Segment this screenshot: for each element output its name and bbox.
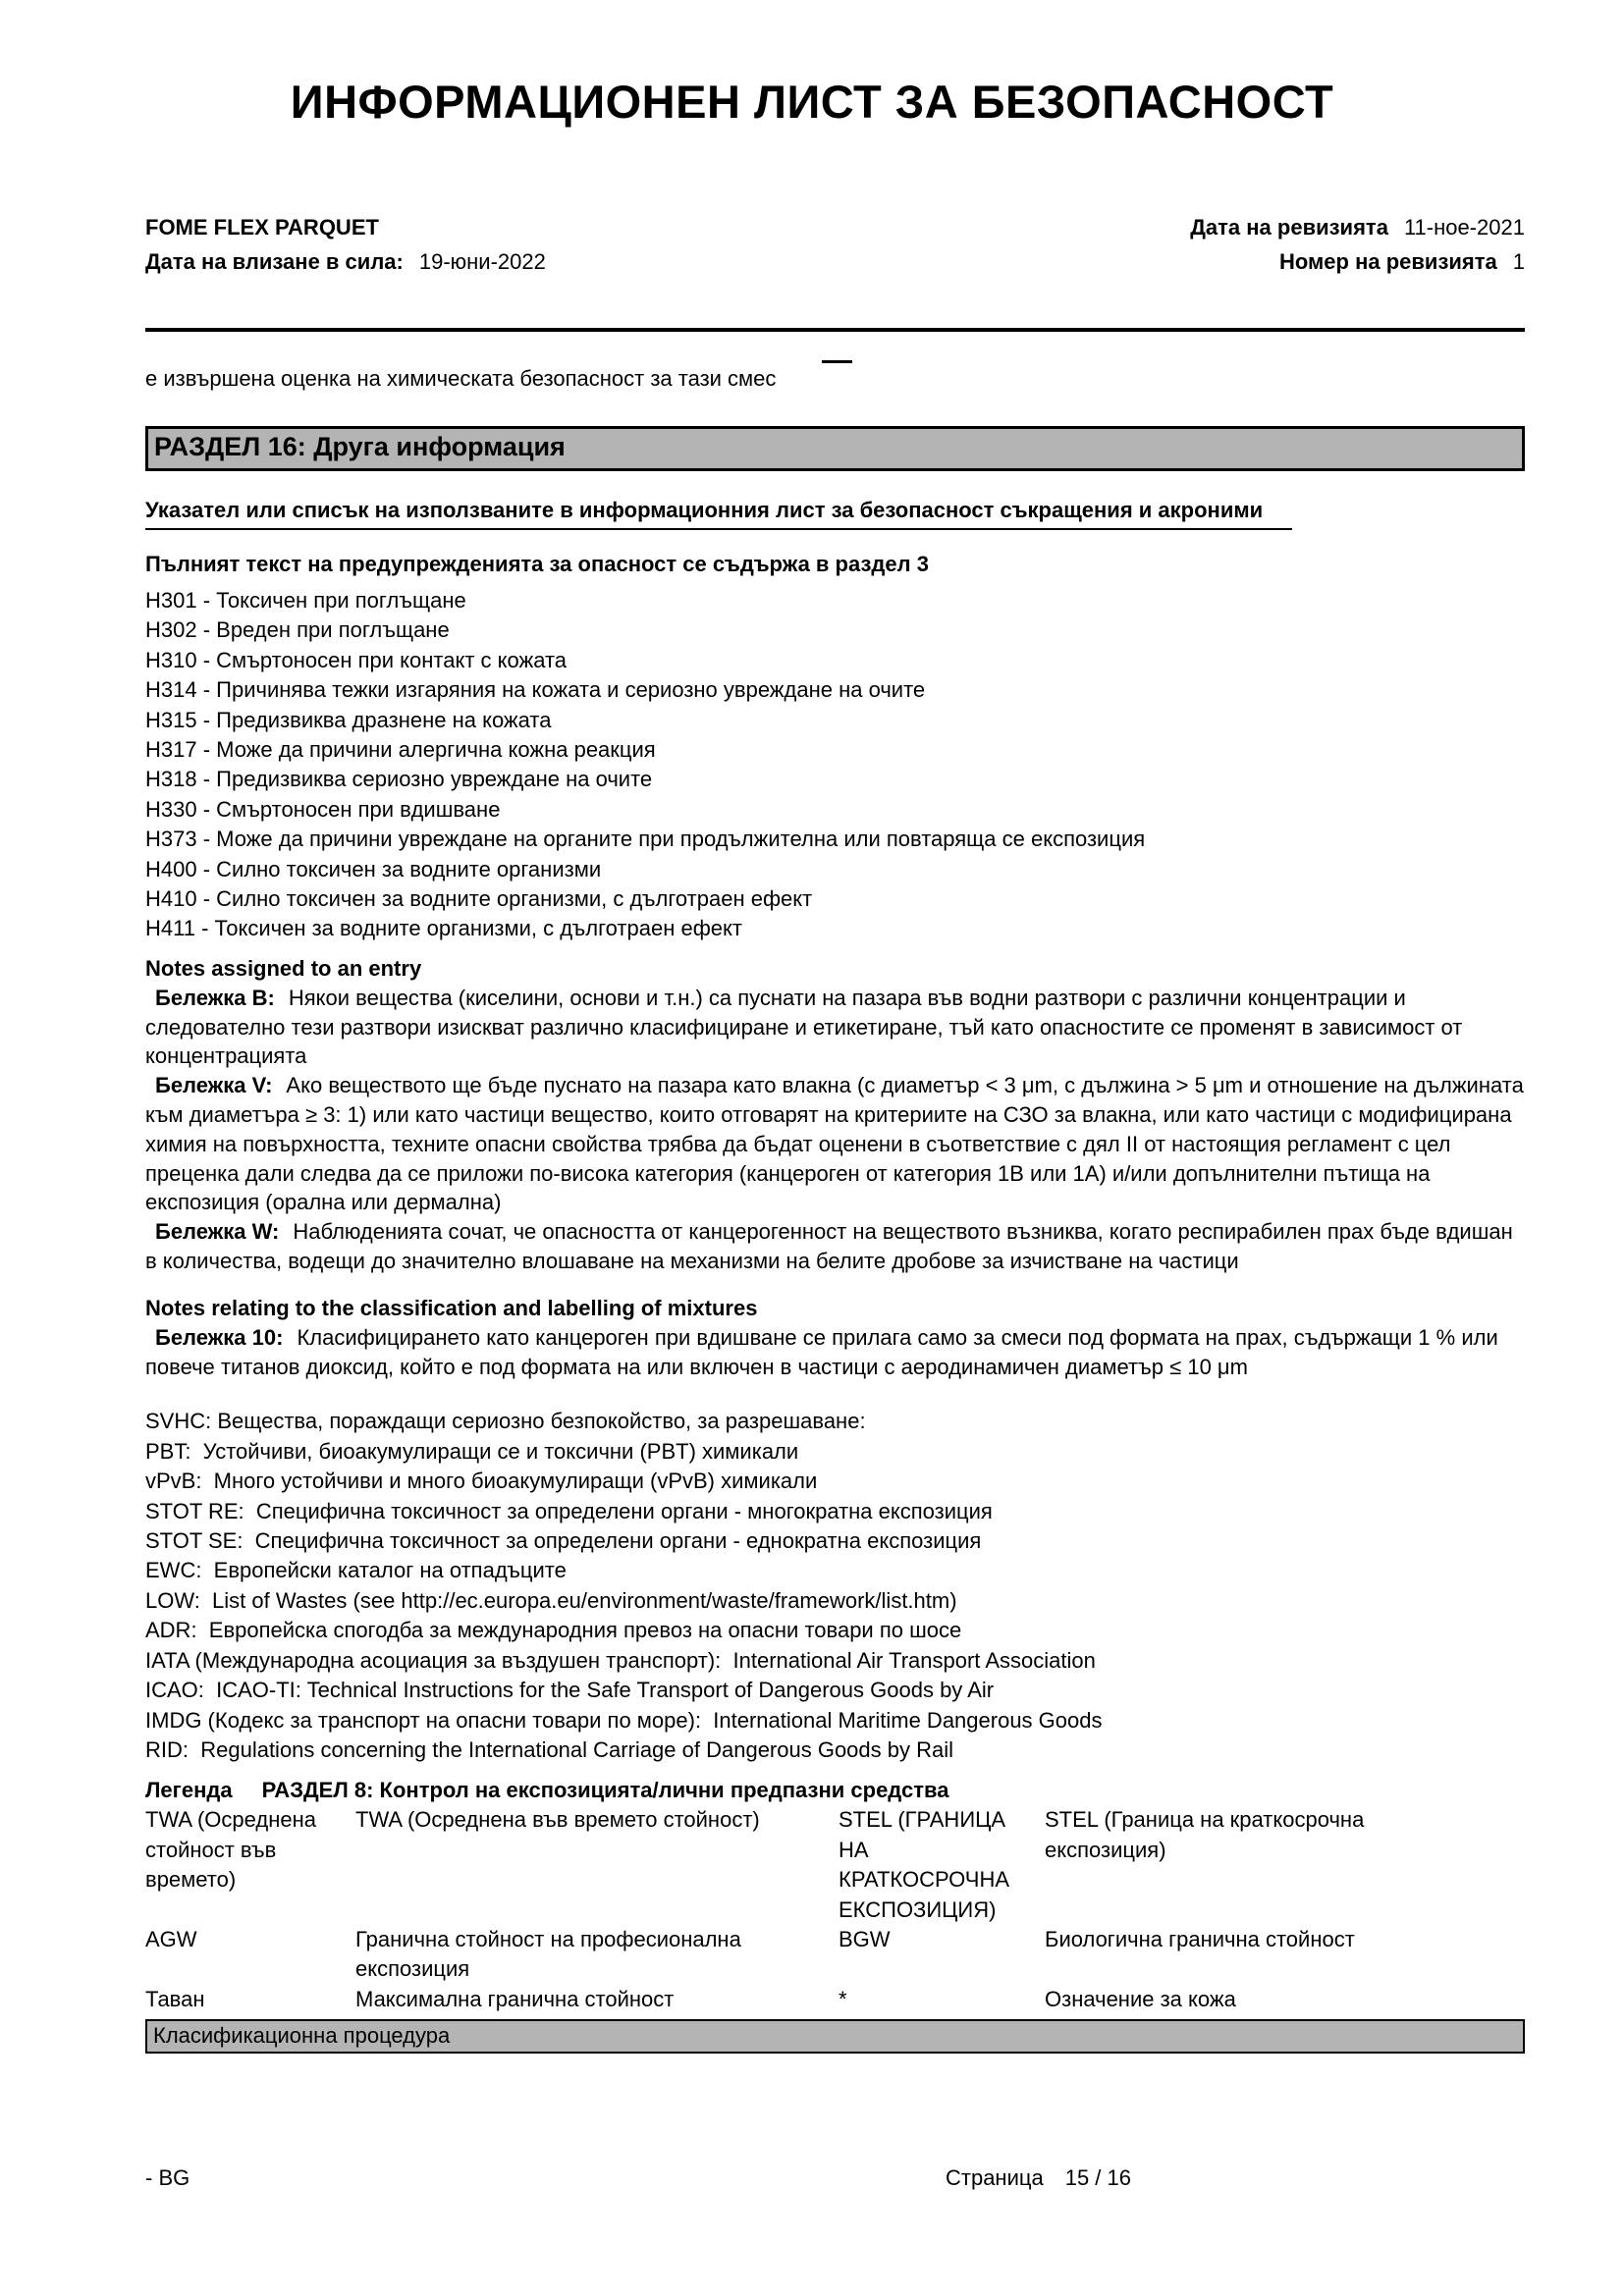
- legend-cell: TWA (Осреднена стойност във времето): [145, 1807, 316, 1893]
- legend-cell: *: [839, 1986, 847, 2011]
- abbrev-index-heading-wrap: [145, 496, 1525, 530]
- hazard-statement: H302 - Вреден при поглъщане: [145, 617, 450, 643]
- hazard-statement: H317 - Може да причини алергична кожна реакция: [145, 737, 656, 763]
- horizontal-rule: [145, 328, 1525, 332]
- abbreviation-list: [145, 1407, 1525, 1765]
- footer-page: [946, 2165, 1131, 2191]
- hazard-full-text-heading: Пълният текст на предупрежденията за опасност се съдържа в раздел 3: [145, 552, 929, 576]
- hazard-statement: H330 - Смъртоносен при вдишване: [145, 796, 501, 822]
- revision-number: [1279, 244, 1525, 279]
- product-name: FOME FLEX PARQUET: [145, 215, 379, 240]
- note-w-label: Бележка W:: [155, 1219, 280, 1245]
- effective-date-value: 19-юни-2022: [418, 249, 546, 274]
- note-w: [145, 1217, 1525, 1276]
- note-w-text: Наблюденията сочат, че опасността от канцерогенност на веществото възниква, когато респирабилен прах бъде вдишан в количества, водещи до значително влошаване на механизми на белите дробове за изчистване на частици: [145, 1219, 1513, 1274]
- effective-date-label: Дата на влизане в сила:: [145, 249, 404, 274]
- abbreviation-line: STOT RE: Специфична токсичност за определени органи - многократна експозиция: [145, 1498, 993, 1523]
- effective-date: [145, 244, 546, 279]
- abbreviation-line: IATA (Международна асоциация за въздушен транспорт): International Air Transport Association: [145, 1647, 1096, 1673]
- note-10: [145, 1323, 1525, 1382]
- legend-cell: Биологична гранична стойност: [1045, 1926, 1355, 1951]
- abbreviation-line: vPvB: Много устойчиви и много биоакумулиращи (vPvB) химикали: [145, 1468, 818, 1494]
- footer-page-label: Страница: [946, 2165, 1044, 2190]
- abbreviation-line: RID: Regulations concerning the International Carriage of Dangerous Goods by Rail: [145, 1736, 954, 1762]
- page-title: ИНФОРМАЦИОНЕН ЛИСТ ЗА БЕЗОПАСНОСТ: [290, 76, 1334, 128]
- abbreviation-line: EWC: Европейски каталог на отпадъците: [145, 1558, 567, 1583]
- header-row-1: [145, 210, 1525, 244]
- abbreviation-line: ADR: Европейска спогодба за международния превоз на опасни товари по шосе: [145, 1618, 962, 1643]
- abbreviation-line: STOT SE: Специфична токсичност за определени органи - еднократна експозиция: [145, 1528, 982, 1554]
- note-v-label: Бележка V:: [155, 1073, 273, 1098]
- footer-page-number: 15 / 16: [1064, 2165, 1131, 2190]
- hazard-statement: H411 - Токсичен за водните организми, с дълготраен ефект: [145, 916, 742, 941]
- abbrev-index-heading: Указател или списък на използваните в информационния лист за безопасност съкращения и акроними: [145, 496, 1292, 530]
- legend-cell: STEL (Граница на краткосрочна експозиция): [1045, 1807, 1365, 1862]
- hazard-statement: H318 - Предизвиква сериозно увреждане на очите: [145, 767, 653, 792]
- hazard-statement: H410 - Силно токсичен за водните организми, с дълготраен ефект: [145, 886, 813, 912]
- note-v: [145, 1071, 1525, 1217]
- legend-label: Легенда: [145, 1778, 233, 1803]
- hazard-statement: H400 - Силно токсичен за водните организми: [145, 856, 602, 881]
- note-b-label: Бележка B:: [155, 985, 275, 1010]
- note-10-text: Класифицирането като канцероген при вдишване се прилага само за смеси под формата на прах, съдържащи 1 % или повече титанов диоксид, който е под формата на или включен в частици с аеродинамичен диаметър ≤ 10 μm: [145, 1324, 1498, 1379]
- legend-cell: AGW: [145, 1926, 197, 1951]
- note-b: [145, 984, 1525, 1071]
- revision-date: [1190, 210, 1525, 244]
- abbreviation-line: IMDG (Кодекс за транспорт на опасни товари по море): International Maritime Dangerous Goods: [145, 1707, 1103, 1733]
- note-v-text: Ако веществото ще бъде пуснато на пазара като влакна (с диаметър < 3 μm, с дължина > 5 μm и отношение на дължината към диаметъра ≥ 3: 1) или като частици вещество, които отговарят на критериите на СЗО за влакна, или като частици с модифицирана химия на повърхността, техните опасни свойства трябва да бъдат оценени в съответствие с дял II от настоящия регламент с цел преценка дали следва да се приложи по-висока категория (канцероген от категория 1B или 1A) и/или допълнителни пътища на експозиция (орална или дермална): [145, 1073, 1524, 1215]
- note-b-text: Някои вещества (киселини, основи и т.н.) са пуснати на пазара във водни разтвори с различни концентрации и следователно тези разтвори изискват различно класифициране и етикетиране, тъй като опасностите се променят в зависимост от концентрацията: [145, 985, 1463, 1069]
- section-16-content: [145, 364, 1525, 2054]
- legend-heading: [145, 1776, 1525, 1805]
- notes-mixtures-heading: Notes relating to the classification and labelling of mixtures: [145, 1295, 758, 1320]
- intro-text: е извършена оценка на химическата безопасност за тази смес: [145, 366, 777, 391]
- revision-number-value: 1: [1512, 249, 1525, 274]
- revision-number-label: Номер на ревизията: [1278, 249, 1497, 274]
- notes-entry-heading: Notes assigned to an entry: [145, 955, 422, 981]
- hazard-statement: H301 - Токсичен при поглъщане: [145, 588, 466, 613]
- legend-cell: STEL (ГРАНИЦА НА КРАТКОСРОЧНА ЕКСПОЗИЦИЯ): [839, 1807, 1010, 1922]
- legend-cell: Гранична стойност на професионална експозиция: [355, 1926, 741, 1982]
- document-header: [145, 210, 1525, 279]
- header-row-2: [145, 244, 1525, 279]
- abbreviation-line: SVHC: Вещества, пораждащи сериозно безпокойство, за разрешаване:: [145, 1409, 866, 1434]
- legend-section8-title: РАЗДЕЛ 8: Контрол на експозицията/лични предпазни средства: [261, 1778, 949, 1803]
- legend-cell: TWA (Осреднена във времето стойност): [355, 1807, 760, 1833]
- abbreviation-line: PBT: Устойчиви, биоакумулиращи се и токсични (PBT) химикали: [145, 1438, 799, 1464]
- hazard-statement-list: [145, 586, 1525, 944]
- legend-cell: Означение за кожа: [1045, 1986, 1236, 2011]
- hazard-statement: H373 - Може да причини увреждане на органите при продължителна или повтаряща се експозиция: [145, 827, 1146, 852]
- note-10-label: Бележка 10:: [155, 1324, 284, 1350]
- legend-cell: BGW: [839, 1926, 891, 1951]
- legend-table: [145, 1805, 1525, 2014]
- legend-cell: Таван: [145, 1986, 205, 2011]
- abbreviation-line: ICAO: ICAO-TI: Technical Instructions for the Safe Transport of Dangerous Goods by Air: [145, 1678, 995, 1703]
- hazard-statement: H314 - Причинява тежки изгаряния на кожата и сериозно увреждане на очите: [145, 677, 926, 703]
- revision-date-label: Дата на ревизията: [1190, 215, 1388, 240]
- hazard-statement: H310 - Смъртоносен при контакт с кожата: [145, 647, 568, 672]
- footer-language: - BG: [145, 2165, 190, 2190]
- text-overflow-dash: [822, 360, 852, 363]
- revision-date-value: 11-ное-2021: [1403, 215, 1525, 240]
- legend-cell: Максимална гранична стойност: [355, 1986, 675, 2011]
- hazard-statement: H315 - Предизвиква дразнене на кожата: [145, 707, 552, 732]
- section-16-header-bar: РАЗДЕЛ 16: Друга информация: [145, 426, 1525, 471]
- abbreviation-line: LOW: List of Wastes (see http://ec.europa.eu/environment/waste/framework/list.htm): [145, 1587, 957, 1613]
- classification-procedure-bar: Класификационна процедура: [145, 2019, 1525, 2054]
